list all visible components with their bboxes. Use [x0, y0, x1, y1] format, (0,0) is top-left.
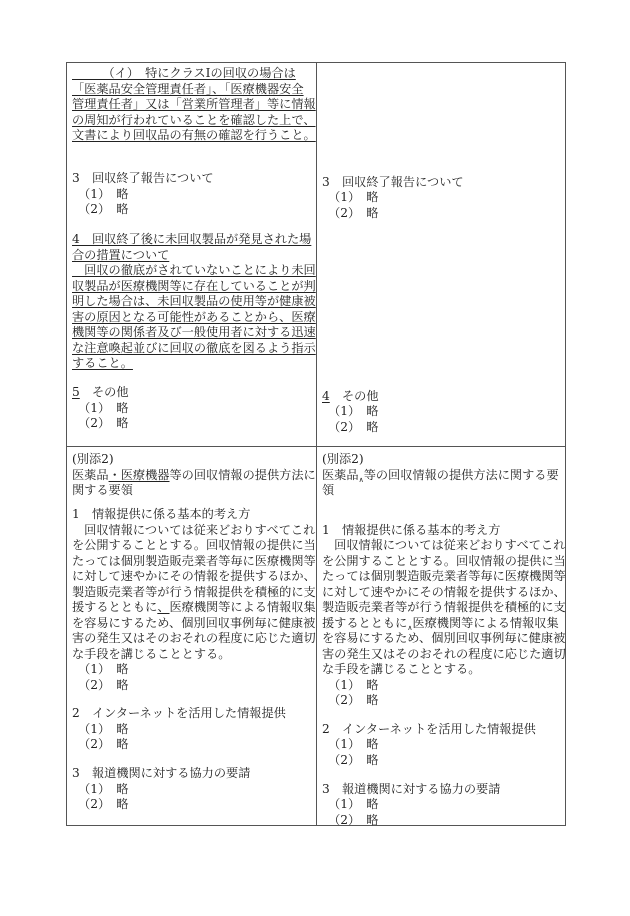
text-line: [322, 616, 562, 632]
text-line: [72, 452, 312, 468]
text-line: [322, 553, 566, 570]
text-segment: （1） 略: [72, 400, 129, 415]
text-line: [72, 325, 316, 341]
text-segment: 製造販売業者等が行う情報提供を積極的に支: [322, 600, 566, 614]
section-3-block: [322, 175, 562, 222]
text-segment: 1 情報提供に係る基本的考え方: [72, 507, 251, 521]
text-segment: （2） 略: [322, 812, 379, 827]
text-segment: （1） 略: [72, 781, 129, 796]
underlined-text: 5: [72, 385, 80, 399]
text-line: [72, 615, 316, 632]
text-segment: （2） 略: [322, 693, 379, 707]
text-segment: 医療機関等による情報収集: [412, 615, 559, 630]
text-line: [72, 631, 316, 647]
section-3-block: [72, 766, 312, 813]
text-segment: （1） 略: [72, 662, 129, 676]
text-segment: （2） 略: [322, 205, 379, 220]
text-line: [72, 128, 316, 144]
section-4-block: [72, 232, 316, 372]
text-line: [72, 416, 312, 432]
text-segment: 援するとともに: [322, 615, 408, 630]
text-line: [72, 507, 312, 523]
text-segment: 製造販売業者等が行う情報提供を積極的に支: [72, 584, 316, 599]
text-segment: 2 インターネットを活用した情報提供: [72, 706, 286, 720]
underlined-text: 害の原因となる可能性があることから、医療: [72, 309, 316, 324]
text-line: [322, 584, 566, 601]
text-segment: （1） 略: [72, 186, 129, 201]
underlined-text: 「医薬品安全管理責任者」、「医療機器安全: [72, 81, 304, 96]
text-line: [72, 97, 316, 113]
underlined-text: 4 回収終了後に未回収製品が発見された場: [72, 232, 312, 246]
current-text-cell-top: [322, 66, 562, 435]
text-line: [72, 187, 312, 203]
underlined-text: 4: [322, 388, 330, 403]
column-divider: [316, 63, 317, 825]
text-segment: 回収情報については従来どおりすべてこれ: [322, 538, 566, 552]
text-segment: 害の発生又はそのおそれの程度に応じた適切: [322, 646, 566, 661]
text-line: [72, 66, 312, 82]
text-segment: （2） 略: [72, 737, 129, 751]
text-segment: その他: [329, 388, 379, 403]
text-segment: な手段を講じることとする。: [322, 662, 481, 676]
text-line: [322, 175, 562, 191]
underlined-text: の周知が行われていることを確認した上で、: [72, 112, 316, 127]
insertion-caret-mark: ∧: [358, 475, 364, 484]
text-line: [322, 538, 566, 554]
heading-block: [322, 452, 562, 499]
text-segment: 領: [322, 483, 335, 497]
text-segment: （1） 略: [322, 737, 379, 751]
text-segment: （2） 略: [72, 677, 129, 692]
text-line: [322, 797, 562, 813]
text-segment: 害の発生又はそのおそれの程度に応じた適切: [72, 631, 316, 645]
text-line: [322, 523, 562, 539]
text-line: [72, 584, 316, 601]
text-segment: その他: [79, 385, 129, 399]
text-line: [72, 82, 312, 98]
underlined-text: 機関等の関係者及び一般使用者に対する迅速: [72, 325, 316, 339]
underlined-text: 収製品が医療機関等に存在していることが判: [72, 278, 316, 293]
section-2-block: [322, 722, 562, 769]
section-3-block: [322, 782, 562, 829]
text-segment: 3 回収終了報告について: [322, 174, 464, 189]
underlined-text: 文書により回収品の有無の確認を行うこと。: [72, 128, 316, 142]
text-line: [72, 797, 312, 813]
text-line: [72, 522, 316, 539]
underlined-text: ・医療機器: [108, 467, 170, 482]
text-segment: 医薬品: [322, 467, 359, 482]
comparison-table: [66, 62, 566, 826]
text-segment: 関する要領: [72, 483, 133, 497]
text-line: [322, 631, 566, 647]
underlined-text: すること。: [72, 356, 133, 370]
text-segment: （1） 略: [322, 797, 379, 811]
underlined-text: 管理責任者」又は「営業所管理者」等に情報: [72, 97, 316, 111]
underlined-text: 明した場合は、未回収製品の使用等が健康被: [72, 294, 316, 308]
text-segment: たっては個別製造販売業者等毎に医療機関等: [72, 553, 316, 568]
text-line: [322, 452, 562, 468]
text-segment: （1） 略: [322, 677, 379, 692]
text-line: [72, 766, 312, 782]
text-line: [72, 340, 316, 357]
text-line: [72, 401, 312, 417]
text-line: [72, 356, 312, 372]
underlined-text: 回収の徹底がされていないことにより未回: [72, 263, 316, 277]
text-line: [72, 538, 316, 554]
current-text-cell-bottom: [322, 452, 566, 828]
text-line: [72, 782, 312, 798]
underlined-text: 合の措置について: [72, 247, 170, 262]
text-line: [322, 722, 562, 738]
text-segment: 1 情報提供に係る基本的考え方: [322, 522, 501, 537]
text-line: [322, 678, 562, 694]
section-2-block: [72, 706, 312, 753]
item-i-block: [72, 66, 316, 144]
text-segment: （2） 略: [72, 416, 129, 430]
text-line: [72, 483, 312, 499]
underlined-text: な注意喚起並びに回収の徹底を図るよう指示: [72, 340, 316, 355]
text-line: [72, 706, 312, 722]
text-line: [322, 737, 562, 753]
text-line: [72, 171, 312, 187]
text-segment: （2） 略: [72, 797, 129, 811]
text-segment: を容易にするため、個別回収事例毎に健康被: [72, 615, 316, 630]
insertion-caret-mark: ∧: [407, 623, 413, 632]
text-line: [72, 202, 312, 218]
text-segment: 2 インターネットを活用した情報提供: [322, 721, 536, 736]
text-line: [322, 206, 562, 222]
text-segment: な手段を講じることとする。: [72, 646, 231, 661]
text-line: [322, 600, 566, 616]
text-line: [72, 309, 316, 326]
text-segment: を容易にするため、個別回収事例毎に健康被: [322, 631, 566, 645]
text-segment: 回収情報については従来どおりすべてこれ: [72, 522, 316, 537]
text-segment: 医薬品: [72, 467, 109, 482]
text-line: [322, 468, 562, 484]
text-segment: （2） 略: [72, 202, 129, 216]
text-line: [72, 678, 312, 694]
text-line: [322, 389, 562, 405]
section-3-block: [72, 171, 312, 218]
revised-text-cell-top: [72, 66, 316, 432]
text-segment: （2） 略: [322, 752, 379, 767]
text-line: [322, 693, 562, 709]
text-line: [72, 232, 312, 248]
section-1-block: [72, 507, 316, 693]
text-line: [72, 248, 312, 264]
text-line: [72, 737, 312, 753]
text-line: [322, 782, 562, 798]
text-line: [72, 112, 316, 129]
text-line: [322, 190, 562, 206]
text-segment: 3 報道機関に対する協力の要請: [72, 766, 251, 780]
underlined-text: 、: [157, 600, 170, 614]
text-segment: 3 回収終了報告について: [72, 171, 214, 185]
text-line: [72, 600, 316, 616]
text-segment: 等の回収情報の提供方法に関する要: [363, 467, 559, 482]
text-segment: を公開することとする。回収情報の提供に当: [72, 538, 316, 552]
heading-block: [72, 452, 316, 499]
text-segment: (別添2): [72, 452, 114, 466]
text-line: [322, 483, 562, 499]
text-segment: 3 報道機関に対する協力の要請: [322, 781, 501, 796]
text-line: [72, 662, 312, 678]
text-line: [322, 813, 562, 829]
text-segment: に対して速やかにその情報を提供するほか、: [322, 584, 566, 599]
underlined-text: （イ） 特にクラスⅠの回収の場合は: [72, 66, 296, 80]
text-segment: に対して速やかにその情報を提供するほか、: [72, 569, 316, 583]
text-line: [322, 753, 562, 769]
text-line: [322, 662, 562, 678]
text-segment: （1） 略: [72, 721, 129, 736]
text-line: [322, 404, 562, 420]
text-line: [322, 569, 566, 585]
section-5-block: [72, 385, 312, 432]
text-line: [72, 569, 316, 585]
text-segment: (別添2): [322, 452, 364, 466]
section-1-block: [322, 522, 566, 709]
text-segment: を公開することとする。回収情報の提供に当: [322, 553, 566, 568]
text-segment: 医療機関等による情報収集: [169, 600, 316, 614]
text-line: [72, 294, 316, 310]
section-4-block: [322, 389, 562, 436]
text-segment: （2） 略: [322, 419, 379, 434]
text-line: [72, 263, 316, 279]
revised-text-cell-bottom: [72, 452, 316, 813]
text-line: [72, 278, 316, 295]
text-segment: 援するとともに: [72, 600, 158, 614]
text-line: [72, 385, 312, 401]
text-line: [322, 420, 562, 436]
text-segment: たっては個別製造販売業者等毎に医療機関等: [322, 569, 566, 583]
row-divider: [67, 446, 565, 447]
text-line: [322, 646, 566, 663]
text-line: [72, 722, 312, 738]
text-segment: （1） 略: [322, 190, 379, 204]
text-line: [72, 467, 316, 484]
text-segment: 等の回収情報の提供方法に: [169, 467, 316, 482]
text-line: [72, 553, 316, 570]
text-segment: （1） 略: [322, 404, 379, 418]
text-line: [72, 647, 312, 663]
